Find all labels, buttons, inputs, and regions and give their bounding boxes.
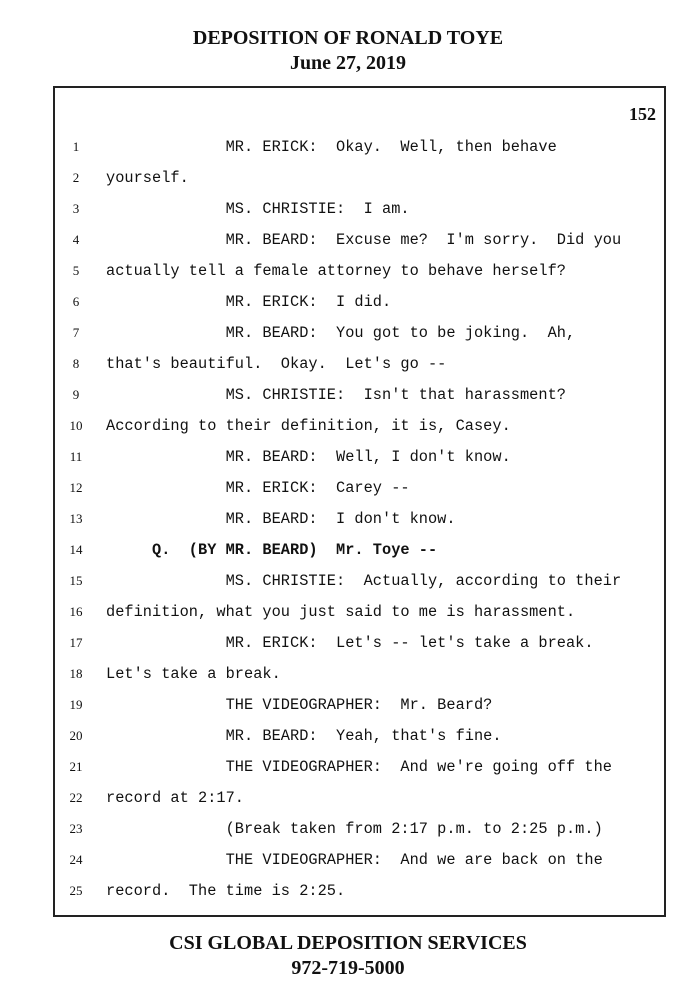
transcript-lines — [55, 135, 664, 910]
line-text: record at 2:17. — [106, 789, 244, 807]
transcript-line — [55, 724, 664, 755]
transcript-line — [55, 693, 664, 724]
line-number: 11 — [69, 449, 83, 464]
transcript-line — [55, 817, 664, 848]
line-number: 13 — [69, 511, 83, 526]
line-text: MR. BEARD: Excuse me? I'm sorry. Did you — [106, 231, 622, 249]
line-text: MR. BEARD: I don't know. — [106, 510, 456, 528]
line-number: 19 — [69, 697, 83, 712]
line-number: 23 — [69, 821, 83, 836]
transcript-line — [55, 786, 664, 817]
line-text: that's beautiful. Okay. Let's go -- — [106, 355, 447, 373]
transcript-line — [55, 631, 664, 662]
footer-company: CSI GLOBAL DEPOSITION SERVICES — [169, 932, 527, 954]
line-number: 5 — [72, 263, 80, 278]
transcript-line — [55, 166, 664, 197]
transcript-line — [55, 414, 664, 445]
line-text: record. The time is 2:25. — [106, 882, 346, 900]
transcript-line — [55, 321, 664, 352]
line-text: MS. CHRISTIE: Isn't that harassment? — [106, 386, 566, 404]
transcript-line — [55, 445, 664, 476]
line-text: THE VIDEOGRAPHER: And we're going off the — [106, 758, 612, 776]
line-number: 18 — [69, 666, 83, 681]
line-number: 2 — [72, 170, 80, 185]
line-number: 9 — [72, 387, 80, 402]
line-text: definition, what you just said to me is harassment. — [106, 603, 576, 621]
transcript-line — [55, 755, 664, 786]
line-number: 4 — [72, 232, 80, 247]
line-text: yourself. — [106, 169, 189, 187]
line-text: MR. ERICK: Okay. Well, then behave — [106, 138, 557, 156]
line-number: 15 — [69, 573, 83, 588]
transcript-line — [55, 228, 664, 259]
line-text: THE VIDEOGRAPHER: And we are back on the — [106, 851, 603, 869]
page-footer — [0, 931, 696, 981]
line-number: 14 — [69, 542, 83, 557]
transcript-line — [55, 538, 664, 569]
line-number: 1 — [72, 139, 80, 154]
line-text: MR. ERICK: I did. — [106, 293, 392, 311]
line-number: 12 — [69, 480, 83, 495]
line-text: Let's take a break. — [106, 665, 281, 683]
transcript-line — [55, 197, 664, 228]
line-text: (Break taken from 2:17 p.m. to 2:25 p.m.) — [106, 820, 603, 838]
page-header — [0, 26, 696, 76]
line-number: 21 — [69, 759, 83, 774]
deposition-date: June 27, 2019 — [289, 52, 407, 74]
line-number: 6 — [72, 294, 80, 309]
transcript-line — [55, 259, 664, 290]
transcript-line — [55, 662, 664, 693]
line-text: actually tell a female attorney to behave herself? — [106, 262, 566, 280]
transcript-line — [55, 569, 664, 600]
page-number: 152 — [629, 104, 656, 124]
transcript-line — [55, 383, 664, 414]
transcript-line — [55, 507, 664, 538]
line-text: THE VIDEOGRAPHER: Mr. Beard? — [106, 696, 493, 714]
line-text: MR. BEARD: Yeah, that's fine. — [106, 727, 502, 745]
line-number: 3 — [72, 201, 80, 216]
line-number: 24 — [69, 852, 83, 867]
transcript-line — [55, 600, 664, 631]
deposition-title: DEPOSITION OF RONALD TOYE — [192, 27, 504, 49]
transcript-line — [55, 290, 664, 321]
line-number: 10 — [69, 418, 83, 433]
line-number: 25 — [69, 883, 83, 898]
line-number: 20 — [69, 728, 83, 743]
transcript-line — [55, 135, 664, 166]
transcript-line — [55, 476, 664, 507]
line-number: 16 — [69, 604, 83, 619]
line-number: 7 — [72, 325, 80, 340]
line-text: Q. (BY MR. BEARD) Mr. Toye -- — [106, 541, 438, 559]
line-number: 8 — [72, 356, 80, 371]
line-text: MR. ERICK: Let's -- let's take a break. — [106, 634, 594, 652]
transcript-page-frame — [53, 86, 666, 917]
line-text: MS. CHRISTIE: Actually, according to their — [106, 572, 622, 590]
transcript-line — [55, 879, 664, 910]
line-text: MR. BEARD: Well, I don't know. — [106, 448, 511, 466]
line-number: 22 — [69, 790, 83, 805]
line-text: According to their definition, it is, Casey. — [106, 417, 511, 435]
transcript-line — [55, 848, 664, 879]
line-number: 17 — [69, 635, 83, 650]
transcript-line — [55, 352, 664, 383]
line-text: MR. ERICK: Carey -- — [106, 479, 410, 497]
line-text: MS. CHRISTIE: I am. — [106, 200, 410, 218]
line-text: MR. BEARD: You got to be joking. Ah, — [106, 324, 576, 342]
footer-phone: 972-719-5000 — [291, 957, 405, 979]
